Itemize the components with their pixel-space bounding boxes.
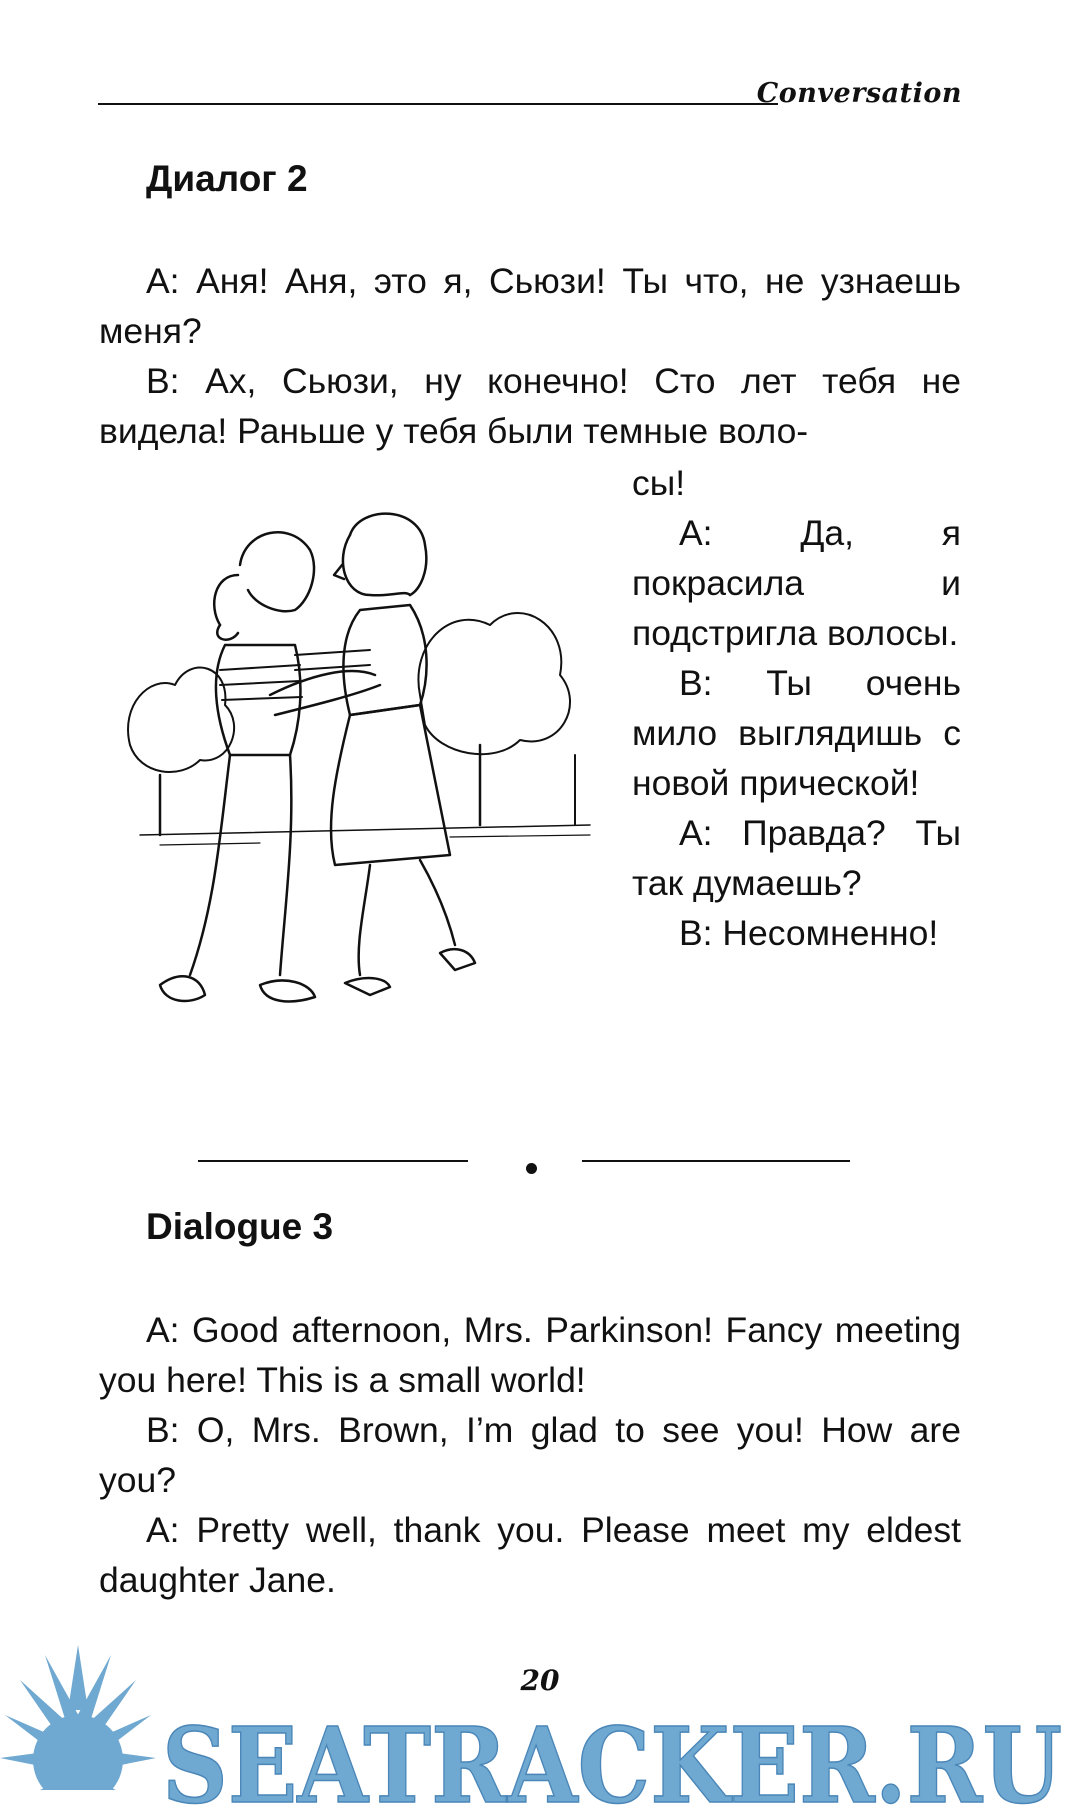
header-rule	[98, 103, 778, 105]
dialog-line: А: Да, я покрасила и подстригла волосы.	[632, 513, 961, 653]
dialog-line: В: Ах, Сьюзи, ну конечно! Сто лет тебя не видела! Раньше у тебя были темные воло-	[99, 361, 961, 451]
dialogue-3-text	[99, 1305, 961, 1605]
section-heading-dialogue-3: Dialogue 3	[146, 1206, 334, 1247]
dialog-line: А: Правда? Ты так думаешь?	[632, 813, 961, 903]
watermark-text: SEATRACKER.RU	[162, 1704, 1062, 1814]
watermark	[0, 1640, 1080, 1814]
running-head: Conversation	[756, 78, 962, 109]
dialog-2-text-side	[632, 458, 961, 958]
dialog-2-text-top	[99, 256, 961, 456]
dialog-line: В: Несомненно!	[679, 913, 939, 953]
dialog-line: сы!	[632, 463, 686, 503]
section-divider-dot	[526, 1163, 537, 1174]
section-divider-left	[198, 1160, 468, 1162]
section-heading-dialog-2: Диалог 2	[146, 158, 308, 199]
page-number: 20	[520, 1664, 560, 1697]
dialog-line: A: Pretty well, thank you. Please meet my eldest daughter Jane.	[99, 1510, 961, 1600]
dialog-line: А: Аня! Аня, это я, Сьюзи! Ты что, не узнаешь меня?	[99, 261, 961, 351]
dialog-line: A: Good afternoon, Mrs. Parkinson! Fancy meeting you here! This is a small world!	[99, 1310, 961, 1400]
section-divider-right	[582, 1160, 850, 1162]
two-women-hugging-illustration	[120, 505, 600, 1065]
dialog-line: В: Ты очень мило выглядишь с новой прической!	[632, 663, 961, 803]
dialog-line: B: O, Mrs. Brown, I’m glad to see you! How are you?	[99, 1410, 961, 1500]
sun-icon	[0, 1645, 156, 1805]
